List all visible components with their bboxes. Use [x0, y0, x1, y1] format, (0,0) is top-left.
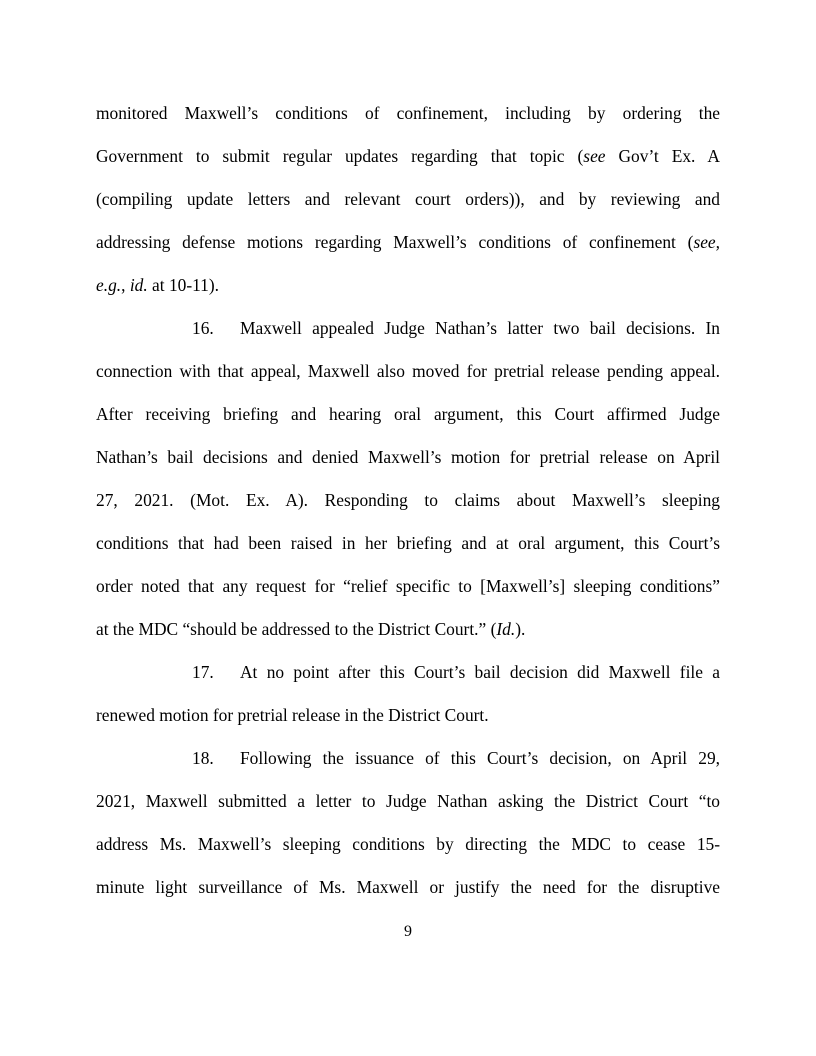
text-line: order noted that any request for “relief specific to [Maxwell’s] sleeping conditions” [96, 576, 720, 596]
text-line: 16. Maxwell appealed Judge Nathan’s latter two bail decisions. In [96, 307, 720, 350]
page-number: 9 [404, 923, 412, 940]
paragraph-number: 16. [192, 318, 214, 338]
text-line: conditions that had been raised in her briefing and at oral argument, this Court’s [96, 533, 720, 553]
paragraph-number: 17. [192, 662, 214, 682]
citation-signal: e.g. [96, 275, 122, 295]
paragraph-number: 18. [192, 748, 214, 768]
citation-signal: id. [129, 275, 148, 295]
text-line: 18. Following the issuance of this Court’s decision, on April 29, [96, 737, 720, 780]
text-line: Nathan’s bail decisions and denied Maxwell’s motion for pretrial release on April [96, 447, 720, 467]
text-line: at the MDC “should be addressed to the District Court.” (Id.). [96, 619, 526, 639]
text-line: After receiving briefing and hearing oral argument, this Court affirmed Judge [96, 404, 720, 424]
text-line: 27, 2021. (Mot. Ex. A). Responding to claims about Maxwell’s sleeping [96, 490, 720, 510]
text-line: 17. At no point after this Court’s bail decision did Maxwell file a [96, 651, 720, 694]
text-line: monitored Maxwell’s conditions of confinement, including by ordering the [96, 103, 720, 123]
text-line: address Ms. Maxwell’s sleeping conditions by directing the MDC to cease 15- [96, 834, 720, 854]
text-line: 2021, Maxwell submitted a letter to Judge Nathan asking the District Court “to [96, 791, 720, 811]
paragraph-16 [96, 307, 720, 651]
text-line: minute light surveillance of Ms. Maxwell or justify the need for the disruptive [96, 877, 720, 897]
paragraph-18 [96, 737, 720, 909]
text-line: addressing defense motions regarding Maxwell’s conditions of confinement (see, [96, 232, 720, 252]
text-line: Government to submit regular updates regarding that topic (see Gov’t Ex. A [96, 146, 720, 166]
text-line: connection with that appeal, Maxwell also moved for pretrial release pending appeal. [96, 361, 720, 381]
paragraph-15-continued [96, 92, 720, 307]
citation-signal: see [583, 146, 606, 166]
citation-signal: Id. [496, 619, 516, 639]
text-line: (compiling update letters and relevant court orders)), and by reviewing and [96, 189, 720, 209]
citation-signal: see, [693, 232, 720, 252]
document-body [96, 92, 720, 909]
paragraph-17 [96, 651, 720, 737]
text-line: renewed motion for pretrial release in the District Court. [96, 705, 489, 725]
text-line: e.g., id. at 10-11). [96, 275, 220, 295]
